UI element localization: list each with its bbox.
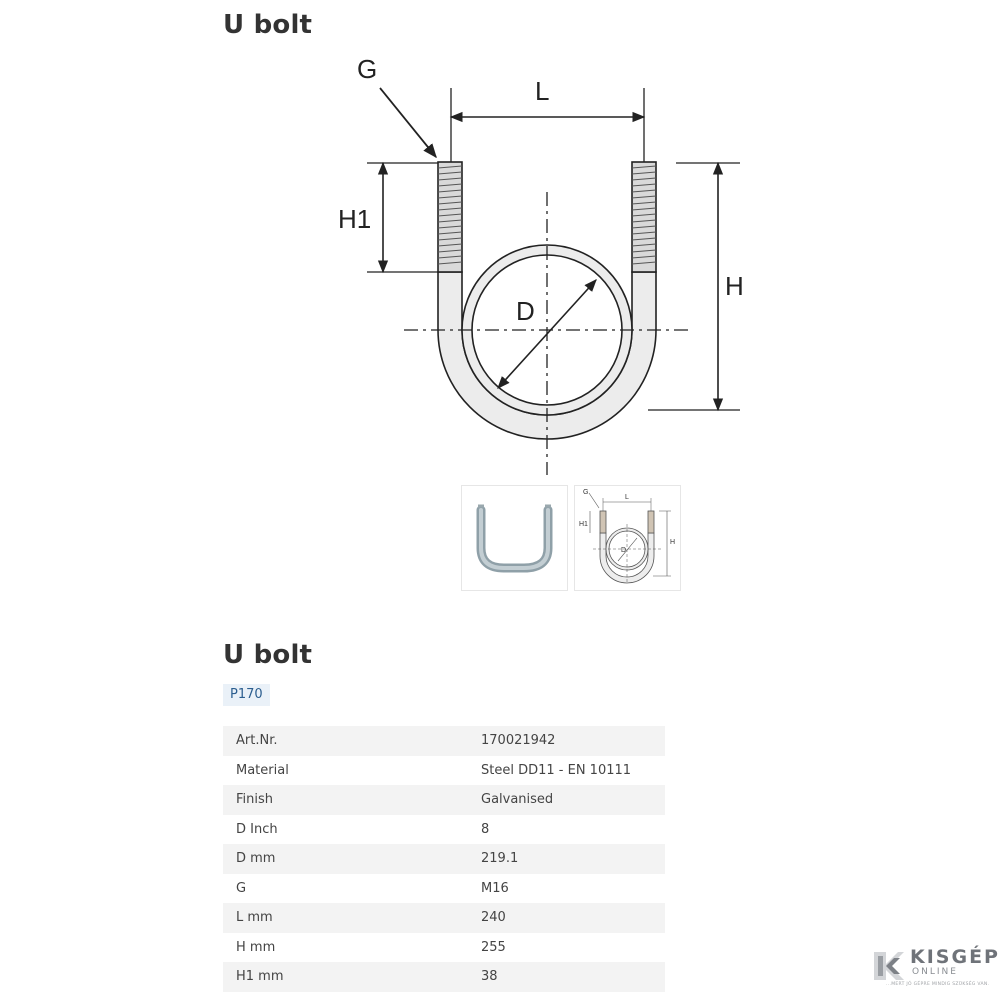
g-leader-arrow (380, 88, 436, 157)
u-bolt-drawing-thumb (575, 486, 680, 590)
thumbnail-drawing[interactable] (574, 485, 681, 591)
logo-tagline: ...MERT JÓ GÉPRE MINDIG SZÜKSÉG VAN. (886, 982, 990, 987)
spec-key: G (236, 880, 247, 896)
table-row (223, 726, 665, 756)
spec-value: 8 (481, 821, 490, 837)
table-row (223, 962, 665, 992)
spec-value: Steel DD11 - EN 10111 (481, 762, 632, 778)
page-title-top: U bolt (223, 10, 313, 40)
thumbnail-photo[interactable] (461, 485, 568, 591)
label-h1: H1 (338, 204, 372, 234)
spec-value: 255 (481, 939, 506, 955)
h1-dimension (367, 163, 438, 272)
u-bolt-photo-icon (462, 486, 567, 590)
spec-table (223, 726, 665, 992)
kisgep-logo[interactable] (866, 940, 1000, 996)
spec-key: H mm (236, 939, 276, 955)
logo-name: KISGÉP (910, 946, 1000, 968)
thumb-label-d: D (621, 547, 627, 554)
table-row (223, 903, 665, 933)
thumb-label-h: H (670, 539, 676, 546)
label-h: H (725, 271, 744, 301)
spec-value: M16 (481, 880, 509, 896)
table-row (223, 815, 665, 845)
spec-key: Art.Nr. (223, 726, 468, 756)
product-title: U bolt (223, 640, 313, 670)
thumb-label-l: L (625, 494, 629, 501)
spec-key: Material (236, 762, 289, 778)
thumb-label-h1: H1 (579, 521, 588, 528)
spec-value: 240 (468, 903, 665, 933)
spec-key: D Inch (236, 821, 278, 837)
logo-mark-icon (872, 948, 906, 982)
label-g: G (357, 54, 378, 84)
logo-sub: ONLINE (912, 967, 958, 977)
table-row (223, 933, 665, 963)
table-row (223, 874, 665, 904)
product-code-badge: P170 (223, 684, 270, 706)
spec-key: L mm (223, 903, 468, 933)
label-d: D (516, 296, 535, 326)
u-bolt-dimension-drawing (320, 50, 780, 480)
spec-key: Finish (223, 785, 468, 815)
thumb-label-g: G (583, 489, 589, 496)
spec-value: 219.1 (468, 844, 665, 874)
spec-value: 170021942 (468, 726, 665, 756)
table-row (223, 756, 665, 786)
spec-value: Galvanised (468, 785, 665, 815)
label-l: L (535, 76, 550, 106)
spec-value: 38 (468, 962, 665, 992)
table-row (223, 785, 665, 815)
spec-key: D mm (223, 844, 468, 874)
spec-key: H1 mm (223, 962, 468, 992)
table-row (223, 844, 665, 874)
